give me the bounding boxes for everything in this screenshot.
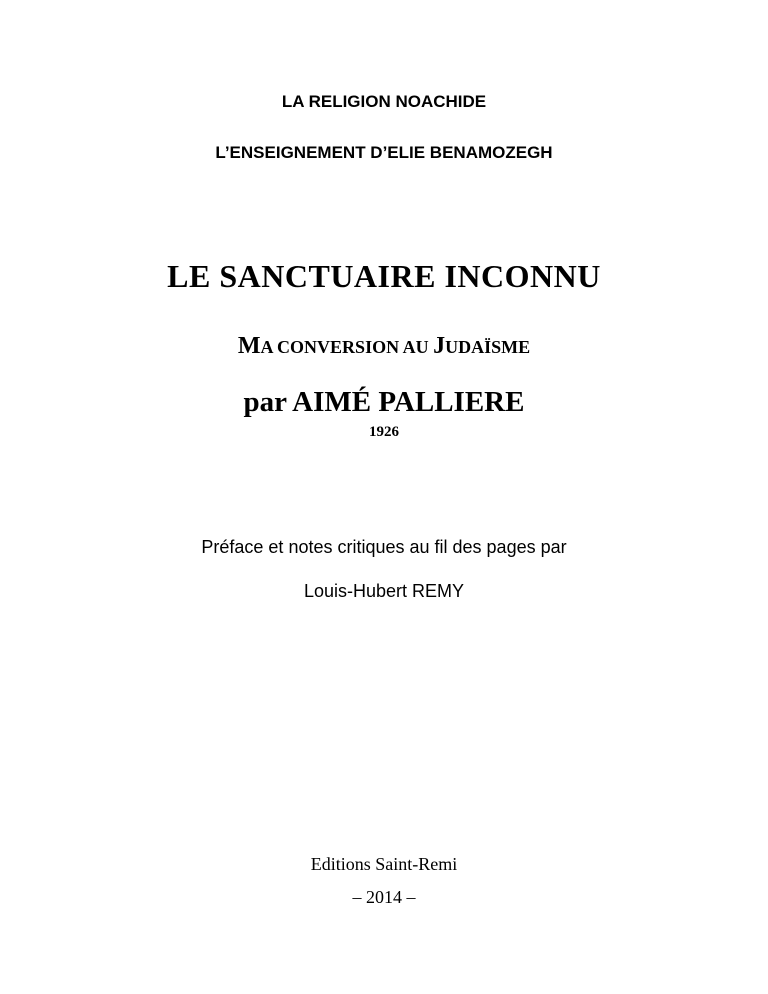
author-prefix: par bbox=[243, 386, 293, 418]
book-title: LE SANCTUAIRE INCONNU bbox=[167, 258, 601, 294]
series-subtitle: L’ENSEIGNEMENT D’ELIE BENAMOZEGH bbox=[215, 143, 553, 162]
subtitle-initial-2: J bbox=[433, 333, 446, 359]
preface-credit: Préface et notes critiques au fil des pages par bbox=[201, 537, 567, 557]
series-title: LA RELIGION NOACHIDE bbox=[281, 92, 487, 111]
publisher-name: Editions Saint-Remi bbox=[310, 854, 458, 874]
author-name: AIMÉ PALLIERE bbox=[292, 386, 525, 418]
publication-year: 1926 bbox=[369, 424, 399, 440]
subtitle-text-2: UDAÏSME bbox=[445, 337, 531, 357]
preface-author: Louis-Hubert REMY bbox=[303, 581, 465, 601]
subtitle-text-1: A CONVERSION AU bbox=[260, 337, 434, 357]
edition-year: – 2014 – bbox=[352, 887, 416, 907]
book-subtitle bbox=[0, 333, 768, 360]
author-line bbox=[0, 386, 768, 419]
subtitle-initial-1: M bbox=[237, 333, 261, 359]
